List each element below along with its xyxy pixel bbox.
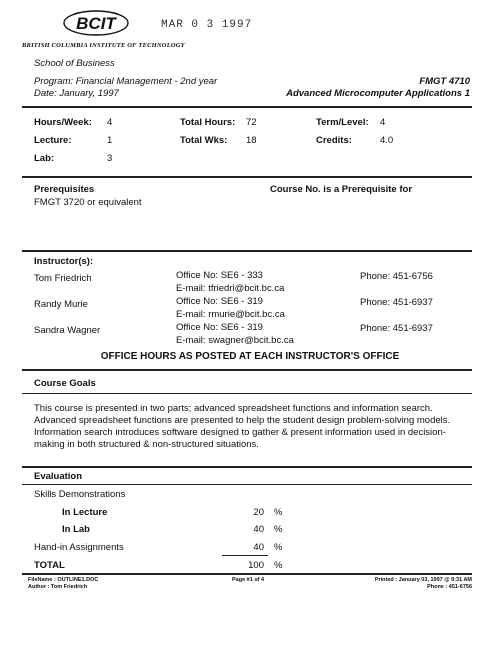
- school-name: School of Business: [34, 58, 115, 69]
- hours-week-value: 4: [107, 117, 113, 128]
- term-label: Term/Level:: [316, 117, 369, 128]
- instructor-name: Tom Friedrich: [34, 273, 92, 284]
- lab-label: Lab:: [34, 153, 55, 164]
- bcit-logo: [62, 8, 130, 38]
- total-hours-label: Total Hours:: [180, 117, 236, 128]
- prerequisites-heading: Prerequisites: [34, 184, 95, 195]
- footer-author: Author : Tom Friedrich: [28, 584, 88, 590]
- lab-value: 3: [107, 153, 113, 164]
- instructor-office: Office No: SE6 - 319: [176, 322, 263, 333]
- divider: [22, 484, 472, 485]
- footer-printed: Printed : January 03, 1997 @ 9:31 AM: [374, 577, 472, 583]
- total-label: TOTAL: [34, 560, 65, 571]
- received-stamp: MAR 0 3 1997: [161, 19, 253, 31]
- total-value: 100: [248, 560, 264, 571]
- footer-page: Page #1 of 4: [232, 577, 265, 583]
- subtotal-rule: [222, 555, 268, 556]
- total-hours-value: 72: [246, 117, 257, 128]
- skills-demonstrations-label: Skills Demonstrations: [34, 489, 126, 500]
- instructor-email: E-mail: tfriedri@bcit.bc.ca: [176, 283, 285, 294]
- eval-row-label: Hand-in Assignments: [34, 542, 124, 553]
- instructor-phone: Phone: 451-6937: [360, 323, 433, 334]
- total-weeks-value: 18: [246, 135, 257, 146]
- instructor-name: Sandra Wagner: [34, 325, 101, 336]
- divider: [22, 106, 472, 108]
- logo-text: BCIT: [76, 14, 116, 33]
- divider: [22, 176, 472, 178]
- divider: [22, 369, 472, 371]
- divider: [22, 393, 472, 394]
- eval-row-value: 40: [253, 542, 264, 553]
- divider: [22, 250, 472, 252]
- eval-row-label: In Lab: [62, 524, 90, 535]
- program-line: Program: Financial Management - 2nd year: [34, 76, 218, 87]
- instructors-heading: Instructor(s):: [34, 256, 94, 267]
- footer-phone: Phone : 451-6756: [427, 584, 472, 590]
- credits-label: Credits:: [316, 135, 352, 146]
- instructor-email: E-mail: rmurie@bcit.bc.ca: [176, 309, 285, 320]
- term-value: 4: [380, 117, 386, 128]
- prerequisites-value: FMGT 3720 or equivalent: [34, 197, 142, 208]
- date-line: Date: January, 1997: [34, 88, 119, 99]
- footer-filename: FileName : OUTLINE1.DOC: [28, 577, 99, 583]
- instructor-email: E-mail: swagner@bcit.bc.ca: [176, 335, 294, 346]
- instructor-office: Office No: SE6 - 333: [176, 270, 263, 281]
- eval-row-unit: %: [274, 524, 283, 535]
- divider: [22, 466, 472, 468]
- office-hours-note: OFFICE HOURS AS POSTED AT EACH INSTRUCTOR'S OFFICE: [100, 351, 400, 362]
- total-weeks-label: Total Wks:: [180, 135, 228, 146]
- instructor-phone: Phone: 451-6756: [360, 271, 433, 282]
- credits-value: 4.0: [380, 135, 394, 146]
- lecture-label: Lecture:: [34, 135, 72, 146]
- course-goals-text: [34, 403, 470, 451]
- eval-row-label: In Lecture: [62, 507, 108, 518]
- instructor-office: Office No: SE6 - 319: [176, 296, 263, 307]
- eval-row-value: 40: [253, 524, 264, 535]
- eval-row-unit: %: [274, 507, 283, 518]
- eval-row-unit: %: [274, 542, 283, 553]
- evaluation-heading: Evaluation: [34, 471, 83, 482]
- hours-week-label: Hours/Week:: [34, 117, 92, 128]
- course-goals-heading: Course Goals: [34, 378, 96, 389]
- instructor-name: Randy Murie: [34, 299, 88, 310]
- course-goals-paragraph: This course is presented in two parts; advanced spreadsheet functions and information search. Advanced spreadsheet functions are presented to help the student design problem-solving models. Information search introduces software designed to gather & present information used in decision-making in both structured & non-structured situations.: [34, 403, 451, 450]
- total-unit: %: [274, 560, 283, 571]
- prerequisite-for-heading: Course No. is a Prerequisite for: [270, 184, 413, 195]
- instructor-phone: Phone: 451-6937: [360, 297, 433, 308]
- institute-name: BRITISH COLUMBIA INSTITUTE OF TECHNOLOGY: [22, 42, 185, 49]
- course-code: FMGT 4710: [419, 76, 470, 87]
- lecture-value: 1: [107, 135, 113, 146]
- course-title: Advanced Microcomputer Applications 1: [286, 88, 470, 99]
- eval-row-value: 20: [253, 507, 264, 518]
- divider: [22, 573, 472, 575]
